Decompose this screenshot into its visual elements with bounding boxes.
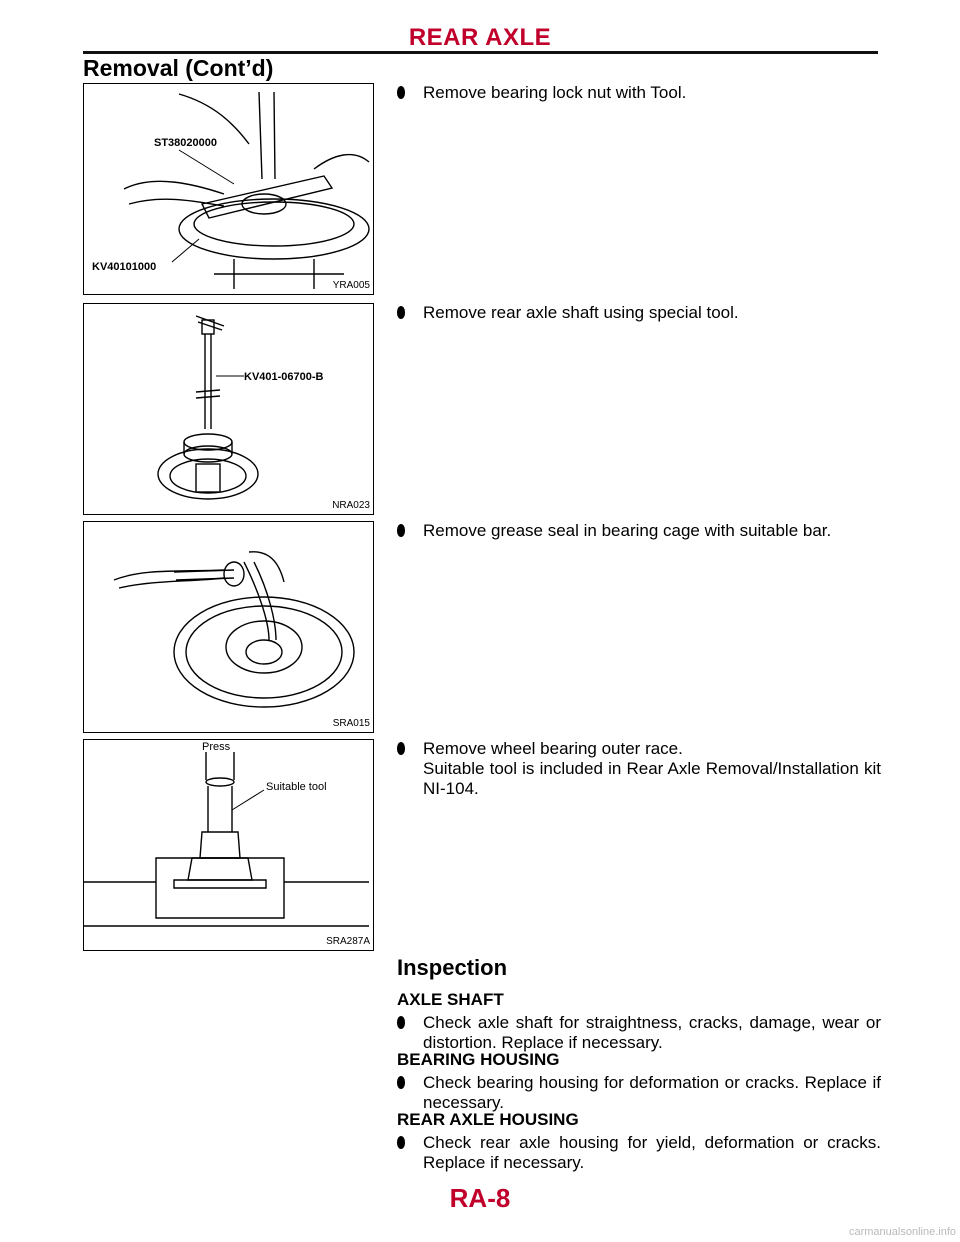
figure-code: SRA287A	[326, 936, 370, 947]
header-divider	[83, 51, 878, 54]
figure-outer-race-removal	[83, 739, 374, 951]
step-detail: Suitable tool is included in Rear Axle Removal/Installation kit NI-104.	[423, 759, 881, 798]
bullet-icon	[397, 742, 405, 755]
figure-code: SRA015	[332, 718, 370, 729]
inspection-item	[397, 1013, 881, 1053]
tool-label-suitable-tool: Suitable tool	[266, 781, 327, 793]
figure-code: YRA005	[332, 280, 370, 291]
tool-label-st38020000: ST38020000	[154, 137, 217, 149]
subheading-rear-axle-housing: REAR AXLE HOUSING	[397, 1110, 579, 1129]
bullet-icon	[397, 306, 405, 319]
bullet-icon	[397, 1076, 405, 1089]
step-item	[397, 739, 881, 799]
illustration-lock-nut-tool	[84, 84, 373, 294]
tool-label-kv401-06700-b: KV401-06700-B	[244, 371, 324, 383]
figure-lock-nut-removal	[83, 83, 374, 295]
figure-grease-seal-removal	[83, 521, 374, 733]
inspection-title: Inspection	[397, 955, 508, 980]
illustration-hammer-and-bar	[84, 522, 373, 732]
step-item	[397, 303, 881, 323]
bullet-icon	[397, 524, 405, 537]
section-title: Removal (Cont’d)	[83, 55, 274, 81]
illustration-slide-hammer	[84, 304, 373, 514]
step-item	[397, 521, 881, 541]
watermark: carmanualsonline.info	[848, 1226, 956, 1238]
figure-axle-shaft-removal	[83, 303, 374, 515]
inspection-item	[397, 1133, 881, 1173]
step-text: Remove bearing lock nut with Tool.	[423, 83, 687, 102]
step-item	[397, 83, 881, 103]
inspection-text: Check axle shaft for straightness, cracks, damage, wear or distortion. Replace if necessary.	[423, 1013, 881, 1052]
step-text: Remove rear axle shaft using special tool.	[423, 303, 739, 322]
bullet-icon	[397, 86, 405, 99]
tool-label-press: Press	[202, 741, 231, 753]
bullet-icon	[397, 1016, 405, 1029]
inspection-item	[397, 1073, 881, 1113]
illustration-press-tool	[84, 740, 373, 950]
chapter-title: REAR AXLE	[408, 24, 552, 51]
figure-code: NRA023	[332, 500, 370, 511]
subheading-bearing-housing: BEARING HOUSING	[397, 1050, 560, 1069]
tool-label-kv40101000: KV40101000	[92, 261, 157, 273]
step-text: Remove grease seal in bearing cage with suitable bar.	[423, 521, 832, 540]
subheading-axle-shaft: AXLE SHAFT	[397, 990, 504, 1009]
bullet-icon	[397, 1136, 405, 1149]
inspection-text: Check bearing housing for deformation or cracks. Replace if necessary.	[423, 1073, 881, 1112]
inspection-text: Check rear axle housing for yield, deformation or cracks. Replace if necessary.	[423, 1133, 881, 1172]
step-text: Remove wheel bearing outer race.	[423, 739, 683, 758]
page-code: RA-8	[449, 1183, 511, 1213]
